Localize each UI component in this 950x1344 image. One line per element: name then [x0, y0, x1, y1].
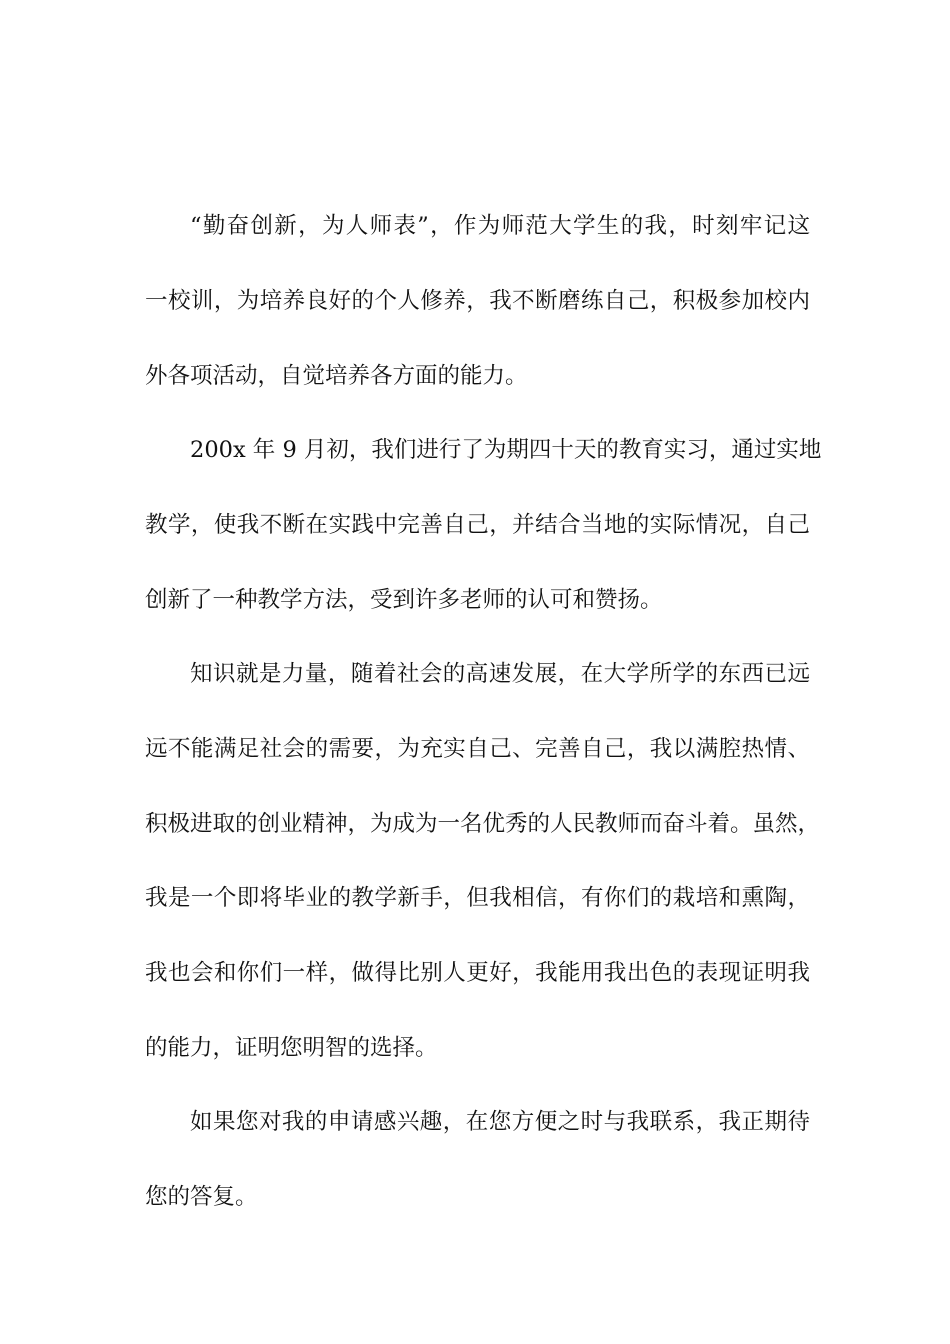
paragraph-1-line-1: “勤奋创新，为人师表”，作为师范大学生的我，时刻牢记这 — [190, 213, 810, 239]
paragraph-2-line-1: 200x 年 9 月初，我们进行了为期四十天的教育实习，通过实地 — [190, 437, 822, 463]
paragraph-4-line-2: 您的答复。 — [145, 1184, 258, 1210]
paragraph-1-line-2: 一校训，为培养良好的个人修养，我不断磨练自己，积极参加校内 — [145, 288, 810, 314]
paragraph-3-line-2: 远不能满足社会的需要，为充实自己、完善自己，我以满腔热情、 — [145, 736, 810, 762]
paragraph-4-line-1: 如果您对我的申请感兴趣，在您方便之时与我联系，我正期待 — [190, 1109, 810, 1135]
paragraph-3-line-6: 的能力，证明您明智的选择。 — [145, 1035, 438, 1061]
paragraph-3-line-5: 我也会和你们一样，做得比别人更好，我能用我出色的表现证明我 — [145, 960, 810, 986]
paragraph-3-line-1: 知识就是力量，随着社会的高速发展，在大学所学的东西已远 — [190, 661, 810, 687]
paragraph-2-line-2: 教学，使我不断在实践中完善自己，并结合当地的实际情况，自己 — [145, 512, 810, 538]
paragraph-3-line-4: 我是一个即将毕业的教学新手，但我相信，有你们的栽培和熏陶， — [145, 885, 810, 911]
paragraph-2-line-3: 创新了一种教学方法，受到许多老师的认可和赞扬。 — [145, 587, 663, 613]
paragraph-1-line-3: 外各项活动，自觉培养各方面的能力。 — [145, 363, 528, 389]
paragraph-3-line-3: 积极进取的创业精神，为成为一名优秀的人民教师而奋斗着。虽然， — [145, 811, 821, 837]
